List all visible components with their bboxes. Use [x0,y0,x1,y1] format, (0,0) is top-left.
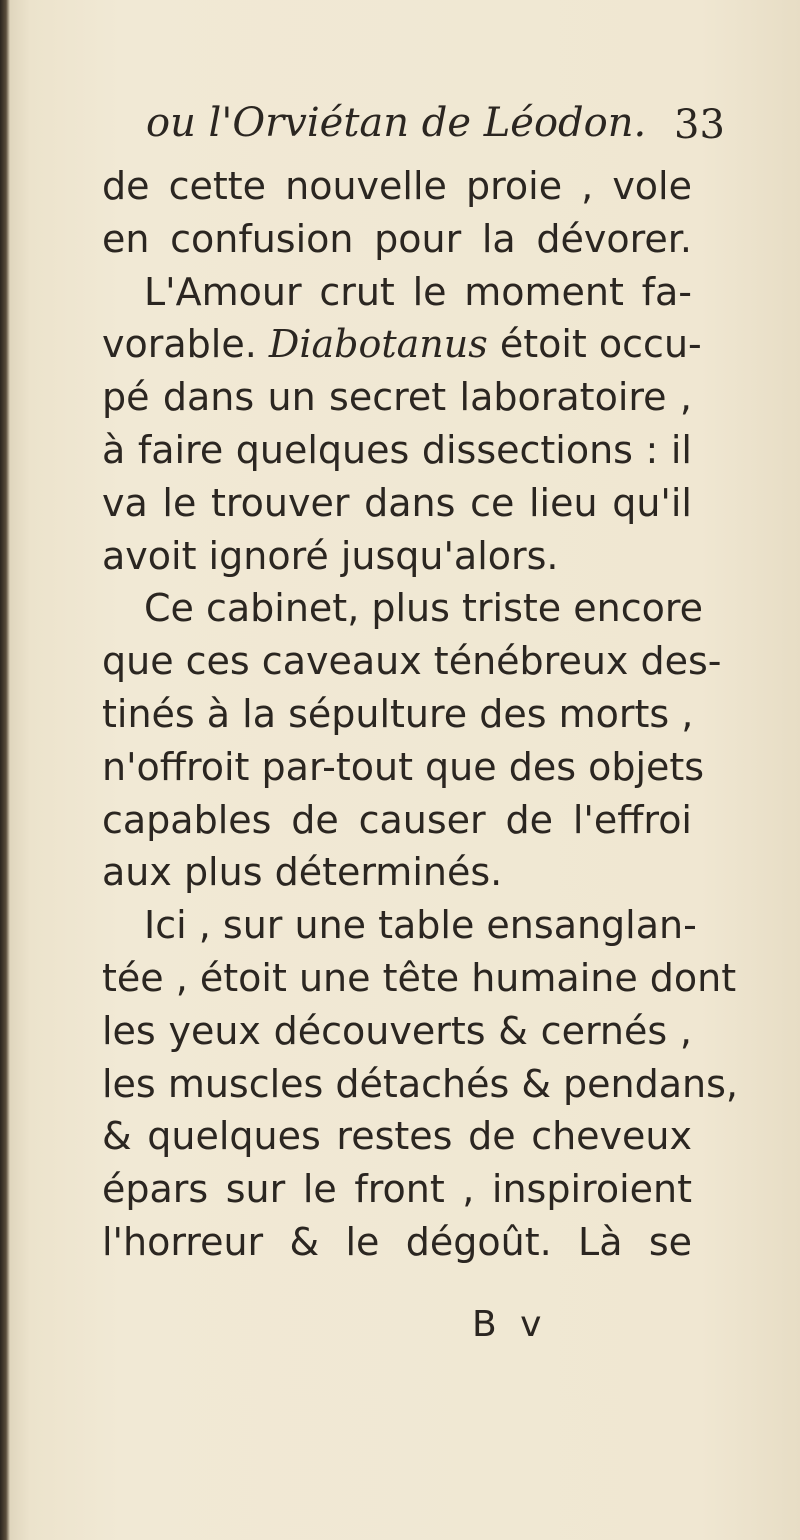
text-line: que ces caveaux ténébreux des- [102,639,722,684]
text-line: pé dans un secret laboratoire , [102,375,692,420]
text-line: n'offroit par-tout que des objets [102,744,705,789]
text-line: L'Amour crut le moment fa- [144,269,692,314]
text-line: épars sur le front , inspiroient [102,1167,692,1212]
signature-mark: B v [472,1304,548,1345]
text-fragment: étoit occu- [499,322,702,367]
text-line: à faire quelques dissections : il [102,427,692,472]
text-line: aux plus déterminés. [102,850,503,895]
italic-name: Diabotanus [268,322,488,367]
text-line: avoit ignoré jusqu'alors. [102,533,559,578]
text-line: les yeux découverts & cernés , [102,1008,692,1053]
page-spine-shadow [0,0,10,1540]
text-line: en confusion pour la dévorer. [102,216,692,261]
text-line: Ce cabinet, plus triste encore [144,586,704,631]
text-line: de cette nouvelle proie , vole [102,164,692,208]
page-number: 33 [674,102,725,148]
text-line: les muscles détachés & pendans, [102,1061,738,1106]
text-fragment: vorable. [102,322,257,367]
text-line: l'horreur & le dégoût. Là se [102,1219,692,1264]
running-header-title: ou l'Orviétan de Léodon. [146,100,647,146]
text-line: capables de causer de l'effroi [102,797,692,842]
text-line [102,318,702,371]
body-text [102,160,738,1269]
text-line: tinés à la sépulture des morts , [102,691,694,736]
text-line: & quelques restes de cheveux [102,1114,692,1159]
text-line: tée , étoit une tête humaine dont [102,955,737,1000]
text-line: va le trouver dans ce lieu qu'il [102,480,692,525]
text-line: Ici , sur une table ensanglan- [144,903,697,948]
running-header [146,100,725,156]
